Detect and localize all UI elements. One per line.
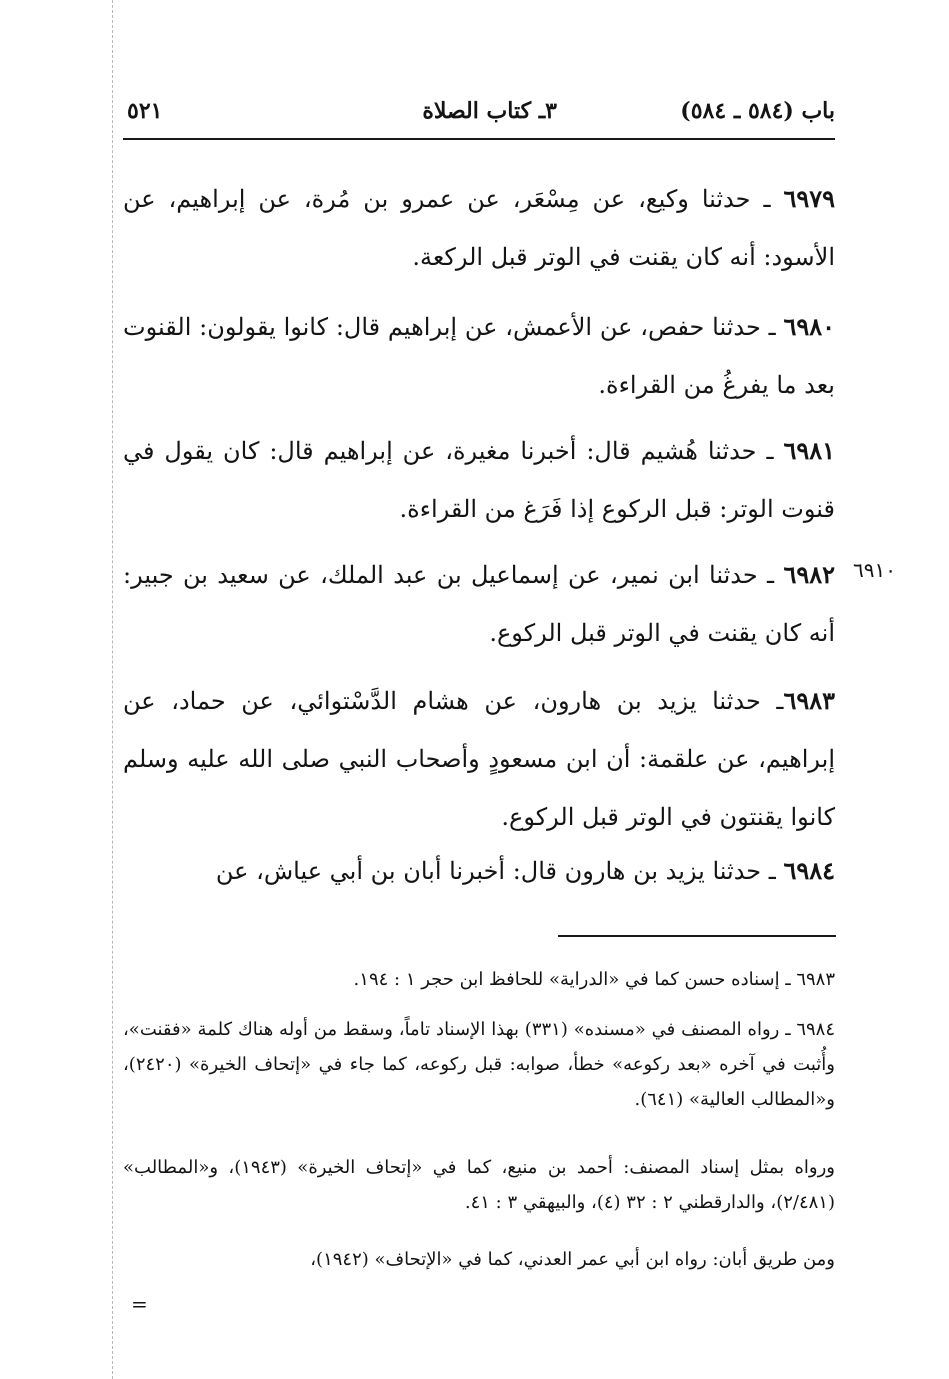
hadith-number: ٦٩٧٩ bbox=[783, 184, 835, 213]
hadith-paragraph bbox=[123, 298, 835, 414]
hadith-number: ٦٩٨٤ bbox=[783, 856, 835, 885]
footnote: ورواه بمثل إسناد المصنف: أحمد بن منيع، كما في «إتحاف الخيرة» (١٩٤٣)، و«المطالب» (٢/٤٨١)، والدارقطني ٢ : ٣٢ (٤)، والبيهقي ٣ : ٤١. bbox=[123, 1157, 836, 1213]
hadith-number: ٦٩٨٣ bbox=[783, 686, 836, 715]
book-page bbox=[123, 92, 835, 1362]
header-page-number: ٥٢١ bbox=[127, 98, 163, 124]
footnote: ٦٩٨٤ ـ رواه المصنف في «مسنده» (٣٣١) بهذا الإسناد تاماً، وسقط من أوله هناك كلمة «فقنت»، وأُثبت في آخره «بعد ركوعه» خطأ، صوابه: قبل ركوعه، كما جاء في «إتحاف الخيرة» (٢٤٢٠)، و«المطالب العالية» (٦٤١). bbox=[123, 1019, 836, 1110]
footnote-separator bbox=[558, 935, 836, 937]
hadith-text: ـ حدثنا يزيد بن هارون، عن هشام الدَّسْتوائي، عن حماد، عن إبراهيم، عن علقمة: أن ابن مسعودٍ وأصحاب النبي صلى الله عليه وسلم كانوا يقنتون في الوتر قبل الركوع. bbox=[123, 687, 835, 831]
footnote: ٦٩٨٣ ـ إسناده حسن كما في «الدراية» للحافظ ابن حجر ١ : ١٩٤. bbox=[353, 969, 835, 990]
hadith-paragraph bbox=[123, 672, 835, 846]
continuation-mark: = bbox=[131, 1292, 148, 1316]
hadith-paragraph bbox=[123, 422, 835, 538]
header-section-title: باب (٥٨٤ ـ ٥٨٤) bbox=[680, 98, 835, 124]
hadith-text: ـ حدثنا هُشيم قال: أخبرنا مغيرة، عن إبراهيم قال: كان يقول في قنوت الوتر: قبل الركوع إذا فَرَغ من القراءة. bbox=[123, 437, 835, 523]
hadith-text: ـ حدثنا وكيع، عن مِسْعَر، عن عمرو بن مُرة، عن إبراهيم، عن الأسود: أنه كان يقنت في الوتر قبل الركعة. bbox=[123, 185, 835, 271]
hadith-paragraph bbox=[123, 170, 835, 286]
hadith-paragraph bbox=[123, 546, 835, 662]
hadith-text: ـ حدثنا يزيد بن هارون قال: أخبرنا أبان بن أبي عياش، عن bbox=[215, 857, 784, 885]
running-header bbox=[123, 92, 835, 140]
hadith-text: ـ حدثنا ابن نمير، عن إسماعيل بن عبد الملك، عن سعيد بن جبير: أنه كان يقنت في الوتر قبل الركوع. bbox=[123, 561, 835, 647]
hadith-text: ـ حدثنا حفص، عن الأعمش، عن إبراهيم قال: كانوا يقولون: القنوت بعد ما يفرغُ من القراءة. bbox=[123, 313, 835, 399]
hadith-number: ٦٩٨٠ bbox=[783, 312, 835, 341]
hadith-paragraph bbox=[123, 842, 835, 900]
header-book-title: ٣ـ كتاب الصلاة bbox=[422, 98, 557, 124]
page-edge-line bbox=[112, 0, 113, 1379]
margin-reference-number: ٦٩١٠ bbox=[853, 558, 896, 582]
footnote: ومن طريق أبان: رواه ابن أبي عمر العدني، كما في «الإتحاف» (١٩٤٢)، bbox=[310, 1249, 835, 1270]
hadith-number: ٦٩٨١ bbox=[783, 436, 835, 465]
hadith-number: ٦٩٨٢ bbox=[783, 560, 835, 589]
